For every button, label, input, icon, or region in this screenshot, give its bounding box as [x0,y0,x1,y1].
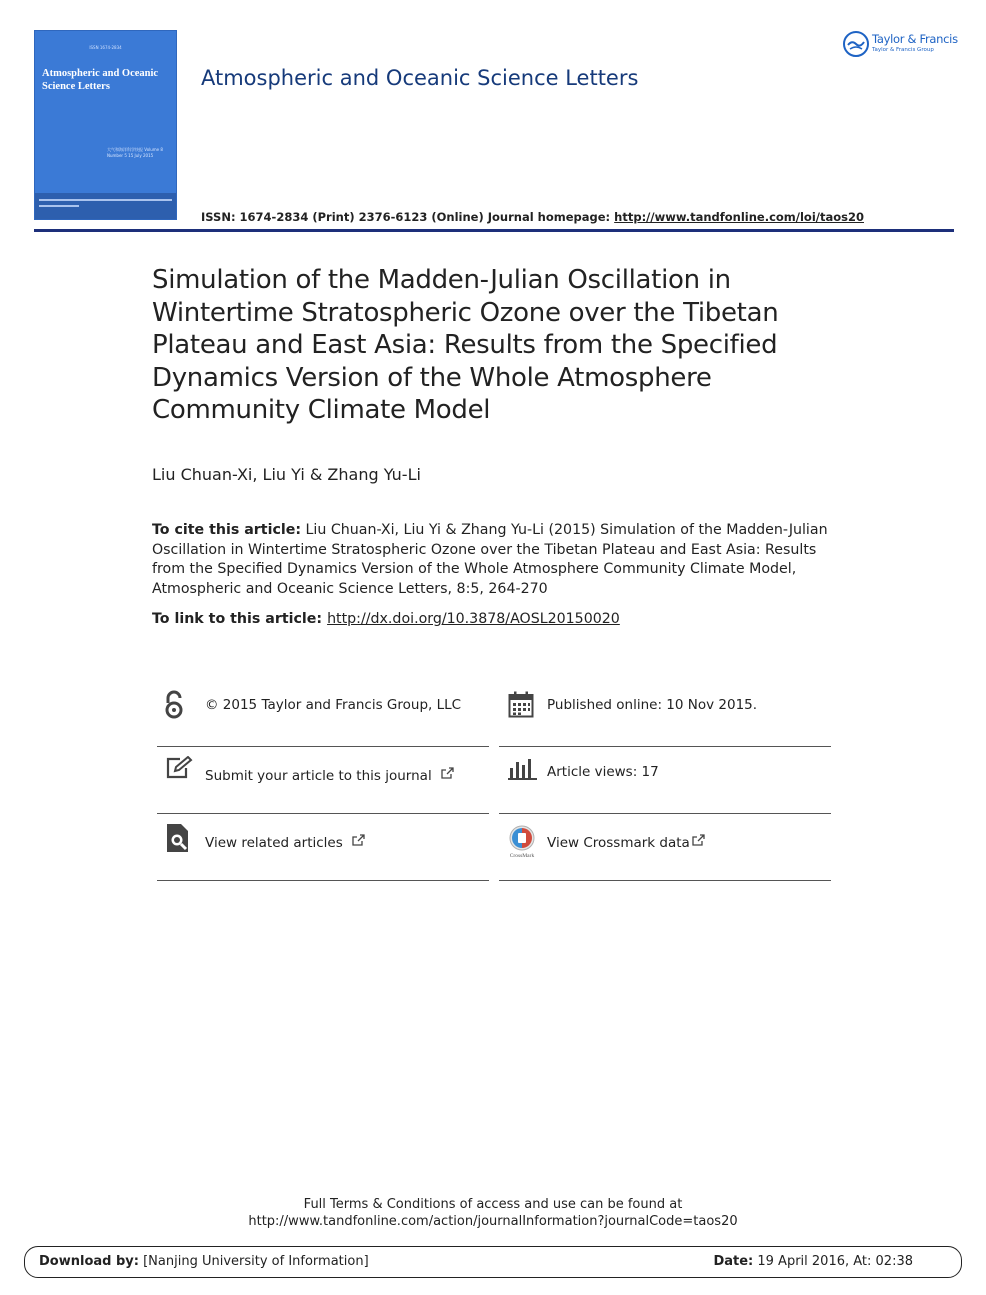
download-info-bar [24,1246,962,1278]
info-divider [499,813,831,814]
publisher-group: Taylor & Francis Group [872,47,934,53]
download-value: [Nanjing University of Information] [138,1254,369,1269]
crossmark-label: View Crossmark data [547,835,690,851]
download-label: Download by: [39,1254,139,1269]
submit-article-label: Submit your article to this journal [205,768,432,784]
cover-top-text: ISSN 1674-2834 [89,45,122,50]
publisher-logo-icon [842,30,870,58]
cover-title: Atmospheric and Oceanic Science Letters [42,68,159,92]
external-link-icon [692,834,705,846]
related-articles-search-icon [166,823,190,853]
info-divider [499,880,831,881]
info-divider [157,746,489,747]
article-link-label: To link to this article: [152,611,323,627]
article-views: Article views: 17 [547,764,659,780]
bar-chart-icon [508,758,537,780]
copyright-notice: © 2015 Taylor and Francis Group, LLC [205,697,462,713]
issn-line [201,210,864,224]
publisher-logo[interactable] [842,30,958,60]
download-date [713,1254,913,1269]
open-access-lock-icon [164,690,184,720]
external-link-icon [441,767,454,779]
journal-title[interactable]: Atmospheric and Oceanic Science Letters [201,66,639,90]
terms-notice [0,1196,986,1230]
info-divider [157,813,489,814]
published-date: Published online: 10 Nov 2015. [547,697,758,713]
date-label: Date: [713,1254,754,1269]
article-authors[interactable]: Liu Chuan-Xi, Liu Yi & Zhang Yu-Li [152,465,421,484]
publisher-name: Taylor & Francis [872,32,958,46]
crossmark-logo-icon [507,825,537,859]
citation-text: Liu Chuan-Xi, Liu Yi & Zhang Yu-Li (2015) Simulation of the Madden-Julian Oscillation in Wintertime Stratospheric Ozone over the Tibetan Plateau and East Asia: Results from the Specified Dynamics Version of the Whole Atmosphere Community Climate Model, Atmospheric and Oceanic Science Letters, 8:5, 264-270 [152,522,828,597]
terms-url-link[interactable]: http://www.tandfonline.com/action/journalInformation?journalCode=taos20 [248,1214,738,1229]
issn-text: ISSN: 1674-2834 (Print) 2376-6123 (Online) Journal homepage: [201,210,615,224]
info-divider [499,746,831,747]
info-divider [157,880,489,881]
journal-cover-image[interactable] [34,30,177,220]
download-by [39,1254,369,1269]
external-link-icon [352,834,365,846]
header-divider [34,229,954,232]
related-articles-link[interactable] [205,834,365,851]
article-link-block [152,611,620,627]
cover-bottom-band [35,193,176,219]
crossmark-logo-text: CrossMark [509,853,535,859]
article-doi-link[interactable]: http://dx.doi.org/10.3878/AOSL20150020 [327,611,620,627]
journal-homepage-link[interactable]: http://www.tandfonline.com/loi/taos20 [614,210,864,224]
cover-meta: 大气和海洋科学快报 Volume 8 Number 5 15 July 2015 [107,147,163,158]
edit-icon [165,756,193,780]
submit-article-link[interactable] [205,767,454,784]
crossmark-link[interactable] [547,834,705,851]
related-articles-label: View related articles [205,835,343,851]
article-title: Simulation of the Madden-Julian Oscillation in Wintertime Stratospheric Ozone over the Tibetan Plateau and East Asia: Results from the Specified Dynamics Version of the Whole Atmosphere Community Climate Model [152,265,779,425]
citation-label: To cite this article: [152,522,302,538]
terms-line: Full Terms & Conditions of access and use can be found at [303,1197,683,1212]
date-value: 19 April 2016, At: 02:38 [753,1254,913,1269]
citation-block [152,521,842,599]
calendar-icon [508,691,534,718]
